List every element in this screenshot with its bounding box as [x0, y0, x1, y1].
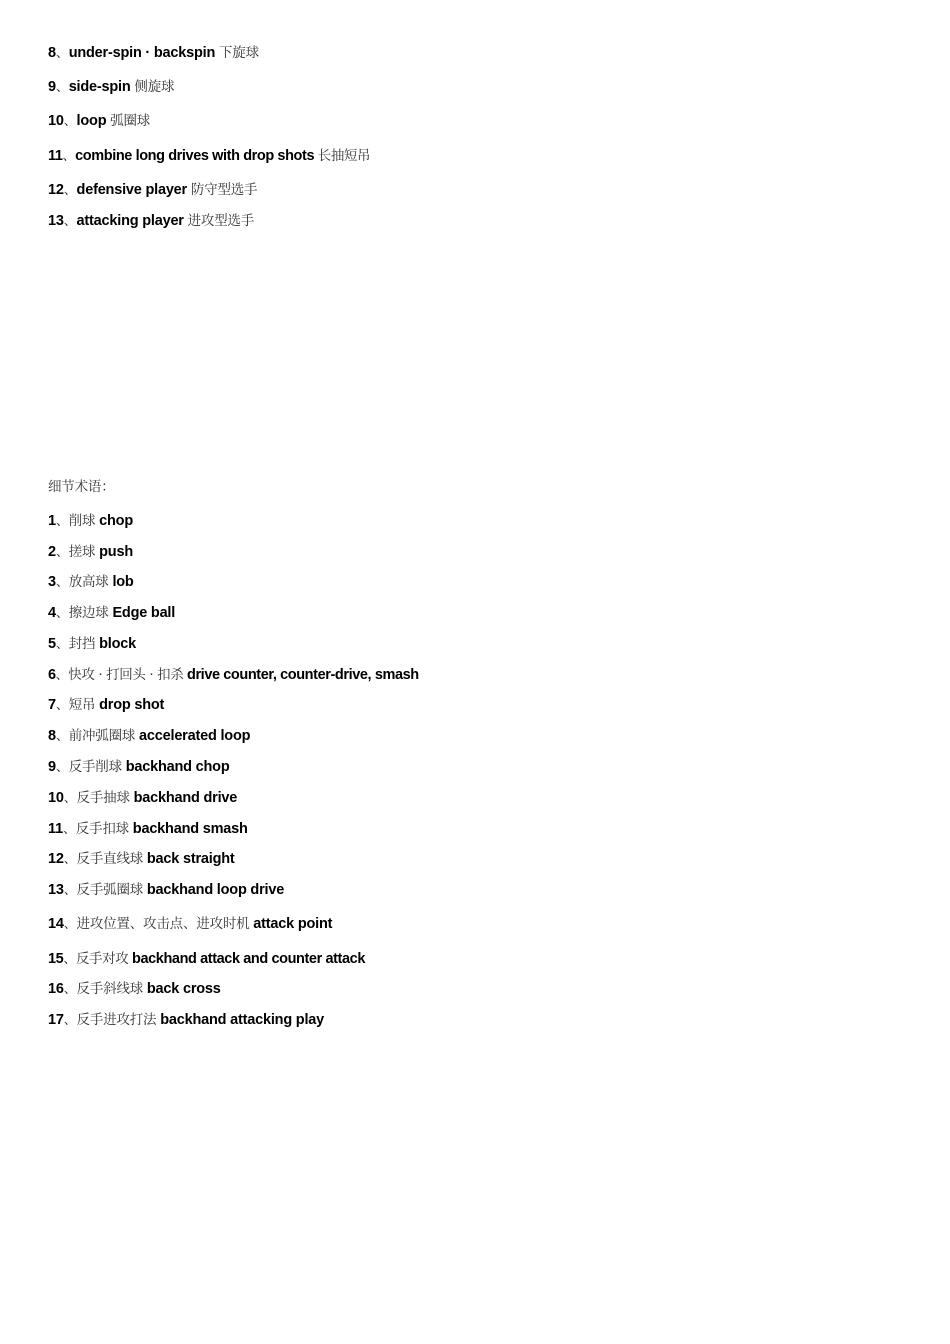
term-line-detail-13: [48, 880, 284, 901]
term-separator: 、: [63, 852, 77, 867]
term-separator: 、: [63, 1013, 77, 1028]
term-chinese: 长抽短吊: [317, 148, 371, 164]
term-chinese: 快攻 · 打回头 · 扣杀: [68, 667, 184, 683]
term-chinese: 反手直线球: [76, 851, 144, 867]
term-line-detail-15: [48, 949, 365, 970]
term-line-top-13: [48, 211, 254, 232]
term-english: defensive player: [76, 182, 187, 198]
term-chinese: 削球: [68, 513, 96, 529]
term-english: drop shot: [99, 697, 165, 713]
term-line-detail-17: [48, 1010, 324, 1031]
term-english: back cross: [146, 981, 221, 997]
term-number: 9: [48, 79, 56, 95]
term-number: 3: [48, 574, 56, 590]
term-chinese: 封挡: [68, 636, 96, 652]
term-number: 13: [48, 213, 64, 229]
term-line-top-11: [48, 146, 370, 167]
term-separator: 、: [63, 114, 77, 129]
term-number: 5: [48, 636, 56, 652]
term-chinese: 反手对攻: [75, 951, 129, 967]
term-separator: 、: [55, 575, 69, 590]
term-separator: 、: [55, 545, 69, 560]
term-english: backhand loop drive: [146, 882, 285, 898]
term-english: attack point: [253, 916, 333, 932]
term-separator: 、: [55, 46, 69, 61]
term-english: back straight: [146, 851, 235, 867]
term-number: 14: [48, 916, 64, 932]
term-chinese: 放高球: [68, 574, 109, 590]
term-line-detail-2: [48, 542, 133, 563]
term-chinese: 反手进攻打法: [76, 1012, 157, 1028]
term-line-detail-3: [48, 572, 134, 593]
term-separator: 、: [55, 760, 69, 775]
term-number: 7: [48, 697, 56, 713]
term-line-top-10: [48, 111, 150, 132]
term-separator: 、: [63, 917, 77, 932]
term-separator: 、: [63, 214, 77, 229]
term-separator: 、: [55, 698, 69, 713]
term-separator: 、: [55, 606, 69, 621]
term-separator: 、: [62, 822, 76, 837]
term-english: block: [99, 636, 137, 652]
term-line-detail-9: [48, 757, 229, 778]
term-number: 8: [48, 728, 56, 744]
term-chinese: 前冲弧圈球: [68, 728, 136, 744]
term-number: 17: [48, 1012, 64, 1028]
term-line-detail-5: [48, 634, 136, 655]
term-separator: 、: [63, 952, 76, 967]
section-heading-detail-terms: 细节术语：: [48, 479, 115, 495]
term-chinese: 弧圈球: [110, 113, 151, 129]
term-line-detail-1: [48, 511, 133, 532]
term-chinese: 短吊: [68, 697, 96, 713]
term-english: backhand attack and counter attack: [132, 951, 365, 967]
term-english: chop: [99, 513, 133, 529]
term-chinese: 反手扣球: [75, 821, 129, 837]
term-line-detail-14: [48, 914, 332, 935]
term-line-detail-4: [48, 603, 175, 624]
term-english: Edge ball: [112, 605, 176, 621]
term-english: side-spin: [68, 79, 131, 95]
term-english: accelerated loop: [139, 728, 251, 744]
term-english: backhand smash: [132, 821, 248, 837]
term-english: lob: [112, 574, 134, 590]
term-english: backhand chop: [125, 759, 230, 775]
term-english: loop: [76, 113, 107, 129]
term-separator: 、: [62, 149, 76, 164]
term-number: 2: [48, 544, 56, 560]
term-english: backhand attacking play: [160, 1012, 325, 1028]
term-separator: 、: [55, 729, 69, 744]
term-english: combine long drives with drop shots: [75, 148, 315, 164]
term-number: 11: [48, 148, 63, 164]
term-chinese: 反手弧圈球: [76, 882, 144, 898]
term-line-top-12: [48, 180, 257, 201]
term-chinese: 进攻型选手: [187, 213, 255, 229]
term-number: 12: [48, 182, 64, 198]
term-number: 4: [48, 605, 56, 621]
term-english: attacking player: [76, 213, 184, 229]
term-separator: 、: [63, 791, 77, 806]
term-english: drive counter, counter-drive, smash: [186, 667, 419, 683]
term-separator: 、: [55, 668, 69, 683]
term-separator: 、: [63, 883, 77, 898]
term-line-top-8: [48, 43, 259, 64]
term-separator: 、: [55, 637, 69, 652]
term-line-top-9: [48, 77, 174, 98]
term-line-detail-6: [48, 665, 419, 686]
term-line-detail-7: [48, 695, 164, 716]
term-english: under-spin · backspin: [68, 45, 216, 61]
term-separator: 、: [55, 80, 69, 95]
term-chinese: 反手斜线球: [76, 981, 144, 997]
term-chinese: 进攻位置、攻击点、进攻时机: [76, 916, 250, 932]
term-number: 16: [48, 981, 64, 997]
term-number: 10: [48, 790, 64, 806]
term-separator: 、: [63, 183, 77, 198]
term-line-detail-10: [48, 788, 237, 809]
term-chinese: 反手抽球: [76, 790, 130, 806]
term-separator: 、: [55, 514, 69, 529]
term-english: push: [99, 544, 133, 560]
term-english: backhand drive: [133, 790, 238, 806]
term-number: 8: [48, 45, 56, 61]
term-number: 10: [48, 113, 64, 129]
term-chinese: 下旋球: [219, 45, 259, 61]
term-line-detail-16: [48, 979, 221, 1000]
term-chinese: 搓球: [68, 544, 96, 560]
term-number: 11: [48, 821, 63, 837]
term-number: 13: [48, 882, 64, 898]
term-line-detail-11: [48, 819, 248, 840]
term-number: 1: [48, 513, 56, 529]
term-number: 12: [48, 851, 64, 867]
term-line-detail-8: [48, 726, 250, 747]
term-chinese: 侧旋球: [134, 79, 175, 95]
term-number: 6: [48, 667, 56, 683]
term-number: 15: [48, 951, 64, 967]
term-chinese: 擦边球: [68, 605, 109, 621]
term-chinese: 防守型选手: [190, 182, 258, 198]
term-number: 9: [48, 759, 56, 775]
term-separator: 、: [63, 982, 77, 997]
term-line-detail-12: [48, 849, 235, 870]
term-chinese: 反手削球: [68, 759, 122, 775]
